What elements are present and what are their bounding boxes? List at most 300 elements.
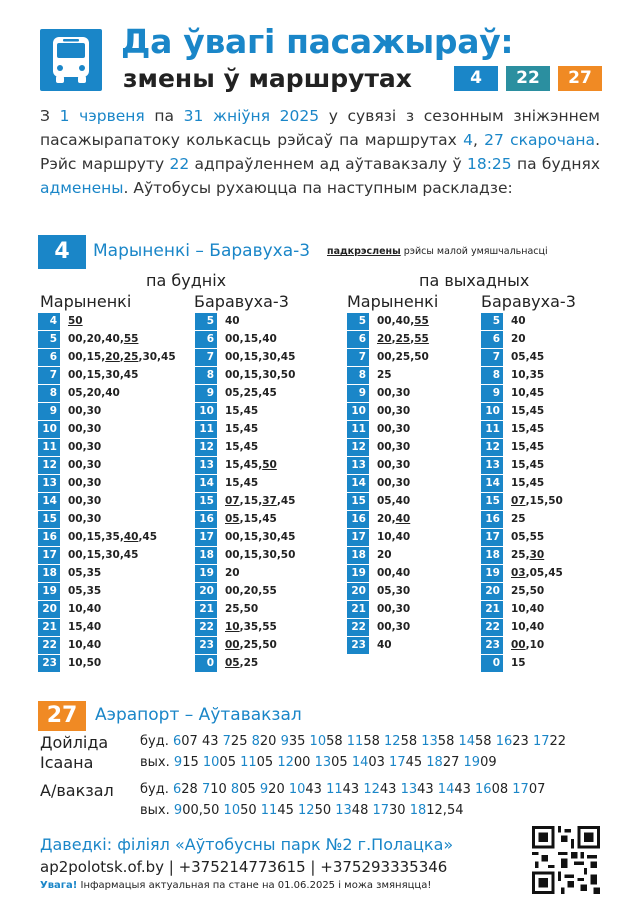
minutes-value: 25: [377, 369, 392, 381]
minutes-cell: [225, 475, 258, 492]
minutes-cell: [225, 403, 258, 420]
minutes-cell: [225, 511, 277, 528]
departure-minutes: 20: [259, 734, 277, 749]
minutes-cell: [225, 619, 277, 636]
departure-time: [310, 734, 343, 749]
minutes-value: 20: [225, 567, 240, 579]
departure-minutes: 27: [442, 755, 460, 770]
intro-highlight: 1 чэрвеня: [59, 107, 145, 125]
hour-cell: 13: [481, 457, 503, 474]
minutes-value: 00,15,30,45: [68, 549, 139, 561]
contacts-line: ap2polotsk.of.by | +375214773615 | +375293335346: [40, 858, 448, 876]
minutes-small-bus: 55: [123, 333, 139, 345]
hour-cell: 15: [38, 511, 60, 528]
minutes-small-bus: 20: [105, 351, 120, 363]
hour-cell: 16: [481, 511, 503, 528]
minutes-value: 00,15,40: [225, 333, 277, 345]
minutes-value: 15,45: [511, 477, 545, 489]
departure-time: [426, 755, 459, 770]
minutes-cell: [68, 367, 138, 384]
departure-minutes: 25: [230, 734, 248, 749]
minutes-small-bus: 25: [395, 333, 411, 345]
minutes-cell: [377, 385, 410, 402]
minutes-value: ,35,55: [239, 621, 277, 633]
departure-time: [231, 782, 256, 797]
minutes-value: 00,30: [68, 513, 102, 525]
minutes-cell: [511, 583, 544, 600]
minutes-cell: [511, 457, 544, 474]
minutes-cell: [225, 385, 277, 402]
departure-time: [384, 734, 417, 749]
hour-cell: 7: [38, 367, 60, 384]
departure-hour: 17: [389, 755, 406, 770]
hour-cell: 12: [38, 457, 60, 474]
intro-text-segment: у сувязі з сезонным зніжэннем пасажырапатоку колькасць рэйсаў па маршрутах: [40, 107, 601, 149]
hour-cell: 10: [481, 403, 503, 420]
disclaimer-text: Інфармацыя актуальная па стане на 01.06.2025 і можа змяняцца!: [77, 880, 432, 891]
minutes-value: 10,40: [68, 639, 102, 651]
hour-cell: 6: [195, 331, 217, 348]
minutes-small-bus: 50: [262, 459, 277, 471]
minutes-value: 20: [377, 549, 392, 561]
hour-cell: 17: [38, 547, 60, 564]
minutes-cell: [377, 439, 410, 456]
intro-text-segment: па: [144, 107, 184, 125]
minutes-cell: [68, 475, 101, 492]
minutes-cell: [68, 331, 138, 348]
hour-cell: 23: [38, 655, 60, 672]
departure-minutes: 00: [293, 755, 311, 770]
minutes-small-bus: 20: [377, 333, 392, 345]
minutes-value: 00,30: [377, 405, 411, 417]
minutes-cell: [511, 367, 544, 384]
hour-cell: 9: [195, 385, 217, 402]
route-27-b-weekend: [140, 803, 463, 818]
departure-time: [533, 734, 566, 749]
departure-minutes: 07: [528, 782, 546, 797]
departure-time: [363, 782, 396, 797]
hour-cell: 17: [481, 529, 503, 546]
minutes-cell: [511, 655, 526, 672]
departure-minutes: 05: [219, 755, 236, 770]
minutes-value: 10,50: [68, 657, 102, 669]
hour-cell: 18: [347, 547, 369, 564]
minutes-cell: [225, 439, 258, 456]
departure-time: [458, 734, 491, 749]
minutes-value: 05,55: [511, 531, 545, 543]
minutes-value: 15,45: [225, 441, 259, 453]
minutes-value: 00,30: [377, 441, 411, 453]
departure-minutes: 45: [405, 755, 423, 770]
page-title: Да ўвагі пасажыраў:: [121, 22, 514, 61]
hour-cell: 21: [38, 619, 60, 636]
minutes-cell: [511, 403, 544, 420]
minutes-cell: [225, 493, 295, 510]
minutes-value: 20,: [377, 513, 396, 525]
departure-minutes: 05: [331, 755, 348, 770]
minutes-value: 10,40: [511, 603, 545, 615]
page-subtitle: змены ў маршрутах: [123, 64, 412, 93]
departure-time: [281, 734, 306, 749]
departure-minutes: 28: [181, 782, 198, 797]
departure-hour: 8: [251, 734, 260, 749]
departure-time: [260, 782, 285, 797]
minutes-value: 25,50: [225, 603, 259, 615]
hour-cell: 4: [38, 313, 60, 330]
hour-cell: 7: [195, 349, 217, 366]
hour-cell: 9: [347, 385, 369, 402]
minutes-small-bus: 07: [225, 495, 240, 507]
minutes-value: 00,40,: [377, 315, 415, 327]
departure-hour: 10: [309, 734, 327, 749]
day-type-label: буд.: [140, 782, 169, 797]
departure-minutes: 50: [240, 803, 257, 818]
minutes-value: ,: [410, 333, 415, 345]
departure-minutes: 58: [326, 734, 343, 749]
route-badge-27: 27: [558, 66, 602, 91]
intro-highlight: адменены: [40, 179, 124, 197]
hour-cell: 14: [481, 475, 503, 492]
hour-cell: 21: [481, 601, 503, 618]
departure-minutes: 10: [210, 782, 227, 797]
departure-time: [261, 803, 294, 818]
intro-text-segment: ,: [472, 131, 485, 149]
minutes-cell: [68, 313, 83, 330]
departure-time: [203, 755, 236, 770]
minutes-value: ,05,45: [525, 567, 563, 579]
hour-cell: 11: [481, 421, 503, 438]
departure-minutes: 30: [389, 803, 406, 818]
minutes-value: 00,15,30,45: [225, 531, 296, 543]
stop-27-a-line1: Дойліда: [40, 733, 109, 752]
minutes-value: 10,40: [511, 621, 545, 633]
hour-cell: 16: [195, 511, 217, 528]
minutes-cell: [225, 331, 277, 348]
minutes-value: 00,30: [68, 423, 102, 435]
minutes-value: 15,45: [511, 405, 545, 417]
minutes-value: 25,: [511, 549, 530, 561]
minutes-value: 05,20,40: [68, 387, 120, 399]
hour-cell: 5: [38, 331, 60, 348]
minutes-cell: [511, 475, 544, 492]
departure-time: [475, 782, 508, 797]
departure-time: [223, 734, 248, 749]
minutes-value: 15,45: [511, 423, 545, 435]
intro-highlight: 18:25: [466, 155, 512, 173]
minutes-value: 00,30: [377, 459, 411, 471]
hour-cell: 18: [38, 565, 60, 582]
minutes-value: 05,30: [377, 585, 411, 597]
departure-minutes: 58: [437, 734, 455, 749]
minutes-cell: [511, 313, 526, 330]
hour-cell: 14: [38, 493, 60, 510]
departure-hour: 6: [172, 782, 182, 797]
departure-time: [224, 803, 257, 818]
minutes-cell: [225, 529, 295, 546]
minutes-value: 00,30: [377, 477, 411, 489]
hour-cell: 10: [347, 403, 369, 420]
note-bold: падкрэслены: [327, 246, 401, 257]
departure-time: [352, 755, 385, 770]
departure-minutes: 35: [288, 734, 306, 749]
minutes-small-bus: 10: [225, 621, 240, 633]
minutes-cell: [377, 367, 392, 384]
departure-minutes: 08: [491, 782, 509, 797]
departure-minutes: 48: [351, 803, 369, 818]
departure-minutes: 58: [475, 734, 492, 749]
minutes-cell: [68, 349, 176, 366]
departure-hour: 13: [314, 755, 332, 770]
hour-cell: 17: [347, 529, 369, 546]
minutes-cell: [68, 493, 101, 510]
departure-hour: 9: [280, 734, 289, 749]
minutes-small-bus: 55: [414, 315, 429, 327]
departure-minutes: 23: [512, 734, 529, 749]
minutes-cell: [377, 637, 392, 654]
hour-cell: 12: [481, 439, 503, 456]
minutes-value: 05,45: [511, 351, 545, 363]
departure-hour: 12: [363, 782, 380, 797]
minutes-value: 25,50: [511, 585, 545, 597]
minutes-value: 15,45: [225, 405, 259, 417]
departure-hour: 9: [173, 803, 183, 818]
hour-cell: 15: [481, 493, 503, 510]
departure-minutes: 50: [314, 803, 332, 818]
minutes-cell: [68, 439, 101, 456]
departure-hour: 14: [437, 782, 455, 797]
minutes-cell: [377, 601, 410, 618]
minutes-value: 10,40: [68, 603, 102, 615]
minutes-cell: [511, 421, 544, 438]
minutes-cell: [68, 511, 101, 528]
minutes-cell: [225, 547, 295, 564]
minutes-value: 00,15,30,45: [68, 369, 139, 381]
minutes-cell: [225, 583, 277, 600]
route-badge-22: 22: [506, 66, 550, 91]
departure-hour: 12: [384, 734, 401, 749]
warning-label: Увага!: [40, 880, 78, 891]
departure-hour: 11: [326, 782, 343, 797]
minutes-value: 10,40: [377, 531, 411, 543]
hour-cell: 18: [195, 547, 217, 564]
minutes-cell: [225, 367, 295, 384]
minutes-cell: [511, 547, 544, 564]
minutes-value: 15,45: [511, 459, 545, 471]
minutes-value: 00,15,30,50: [225, 549, 296, 561]
minutes-cell: [225, 313, 240, 330]
departure-minutes: 05: [256, 755, 274, 770]
departure-minutes: 45: [277, 803, 294, 818]
departure-time: [347, 734, 380, 749]
departure-time: [512, 782, 545, 797]
minutes-value: ,15,50: [525, 495, 563, 507]
weekend-header: па выхадных: [419, 271, 530, 290]
departure-hour: 9: [173, 755, 183, 770]
departure-hour: 9: [259, 782, 269, 797]
minutes-value: ,25,50: [239, 639, 277, 651]
minutes-value: 00,30: [68, 405, 102, 417]
hour-cell: 23: [195, 637, 217, 654]
minutes-cell: [377, 619, 410, 636]
minutes-cell: [225, 457, 277, 474]
hour-cell: 15: [195, 493, 217, 510]
weekday-stop-a: Марыненкі: [40, 292, 132, 311]
disclaimer: [40, 880, 431, 891]
hour-cell: 19: [481, 565, 503, 582]
minutes-cell: [68, 655, 101, 672]
departure-hour: 10: [223, 803, 241, 818]
hour-cell: 20: [347, 583, 369, 600]
minutes-value: 15: [511, 657, 526, 669]
intro-highlight: 31 жніўня 2025: [183, 107, 320, 125]
hour-cell: 7: [347, 349, 369, 366]
hour-cell: 19: [347, 565, 369, 582]
bus-logo: [40, 29, 102, 91]
minutes-cell: [68, 421, 101, 438]
route-27-a-weekday: [140, 734, 566, 749]
minutes-value: 00,30: [377, 387, 411, 399]
departure-hour: 11: [346, 734, 364, 749]
hour-cell: 22: [347, 619, 369, 636]
departure-time: [240, 755, 273, 770]
departure-time: [496, 734, 529, 749]
minutes-small-bus: 00: [511, 639, 526, 651]
route-27-badge: 27: [38, 701, 86, 731]
minutes-small-bus: 50: [68, 315, 83, 327]
route-27-a-weekend: [140, 755, 497, 770]
departure-hour: 13: [400, 782, 418, 797]
minutes-cell: [511, 385, 544, 402]
minutes-small-bus: 00: [225, 639, 240, 651]
minutes-small-bus: 30: [529, 549, 545, 561]
departure-hour: 18: [409, 803, 427, 818]
minutes-cell: [68, 457, 101, 474]
minutes-cell: [377, 511, 410, 528]
minutes-small-bus: 55: [414, 333, 429, 345]
intro-text-segment: З: [40, 107, 60, 125]
minutes-cell: [68, 403, 101, 420]
minutes-value: 15,45: [225, 477, 259, 489]
minutes-value: 10,45: [511, 387, 545, 399]
hour-cell: 11: [347, 421, 369, 438]
intro-text-segment: адпраўленнем ад аўтавакзалу ў: [189, 155, 467, 173]
departure-time: [277, 755, 310, 770]
departure-hour: 18: [426, 755, 443, 770]
minutes-cell: [68, 583, 101, 600]
minutes-value: ,30,45: [138, 351, 176, 363]
departure-time: [174, 755, 199, 770]
hour-cell: 0: [195, 655, 217, 672]
departure-time: [326, 782, 359, 797]
hour-cell: 8: [481, 367, 503, 384]
minutes-cell: [511, 493, 563, 510]
minutes-value: 05,25,45: [225, 387, 277, 399]
hour-cell: 0: [481, 655, 503, 672]
minutes-value: 00,40: [377, 567, 411, 579]
hour-cell: 10: [38, 421, 60, 438]
minutes-cell: [377, 331, 429, 348]
departure-time: [315, 755, 348, 770]
intro-text: [40, 104, 600, 200]
minutes-small-bus: 40: [395, 513, 411, 525]
hour-cell: 20: [38, 601, 60, 618]
departure-minutes: 22: [549, 734, 567, 749]
minutes-value: 05,35: [68, 585, 102, 597]
intro-highlight: 27: [484, 131, 504, 149]
departure-hour: 16: [495, 734, 513, 749]
minutes-cell: [511, 511, 526, 528]
hour-cell: 10: [195, 403, 217, 420]
minutes-cell: [225, 349, 295, 366]
departure-hour: 6: [172, 734, 182, 749]
hour-cell: 22: [195, 619, 217, 636]
departure-time: [173, 734, 198, 749]
departure-time: [298, 803, 331, 818]
weekend-stop-b: Баравуха-3: [481, 292, 576, 311]
hour-cell: 20: [195, 583, 217, 600]
minutes-small-bus: 03: [511, 567, 526, 579]
minutes-value: 00,20,40,: [68, 333, 124, 345]
hour-cell: 16: [38, 529, 60, 546]
departure-minutes: 43: [342, 782, 360, 797]
minutes-value: ,15,: [239, 495, 263, 507]
minutes-value: 15,45,: [225, 459, 263, 471]
departure-hour: 17: [532, 734, 550, 749]
minutes-value: 00,25,50: [377, 351, 429, 363]
stop-27-a-line2: Ісаана: [40, 753, 94, 772]
departure-hour: 12: [277, 755, 294, 770]
minutes-value: 00,30: [377, 423, 411, 435]
hour-cell: 22: [38, 637, 60, 654]
departure-minutes: 03: [368, 755, 385, 770]
minutes-value: 00,15,: [68, 351, 106, 363]
hour-cell: 20: [481, 583, 503, 600]
minutes-cell: [68, 619, 101, 636]
minutes-value: 20: [511, 333, 526, 345]
minutes-value: 15,45: [511, 441, 545, 453]
minutes-cell: [377, 547, 392, 564]
hour-cell: 16: [347, 511, 369, 528]
intro-text-segment: па буднях: [511, 155, 600, 173]
departure-hour: 10: [288, 782, 306, 797]
hour-cell: 18: [481, 547, 503, 564]
departure-time: [335, 803, 368, 818]
minutes-cell: [377, 457, 410, 474]
departure-hour: 12: [298, 803, 315, 818]
hour-cell: 8: [195, 367, 217, 384]
hour-cell: 11: [195, 421, 217, 438]
note-rest: рэйсы малой умяшчальнасці: [400, 246, 548, 257]
departure-hour: 10: [202, 755, 220, 770]
hour-cell: 19: [195, 565, 217, 582]
minutes-value: ,: [119, 351, 124, 363]
info-line: Даведкі: філіял «Аўтобусны парк №2 г.Полацка»: [40, 835, 454, 854]
hour-cell: 11: [38, 439, 60, 456]
minutes-value: ,10: [525, 639, 545, 651]
route-27-name: Аэрапорт – Аўтавакзал: [95, 705, 302, 725]
minutes-cell: [225, 655, 258, 672]
minutes-cell: [511, 439, 544, 456]
minutes-cell: [377, 313, 429, 330]
departure-hour: 14: [351, 755, 369, 770]
hour-cell: 23: [347, 637, 369, 654]
departure-time: [464, 755, 497, 770]
minutes-value: ,25: [239, 657, 259, 669]
departure-minutes: 15: [182, 755, 199, 770]
departure-hour: 17: [372, 803, 390, 818]
departure-time: [174, 803, 220, 818]
route-4-name: Марыненкі – Баравуха-3: [93, 241, 311, 261]
